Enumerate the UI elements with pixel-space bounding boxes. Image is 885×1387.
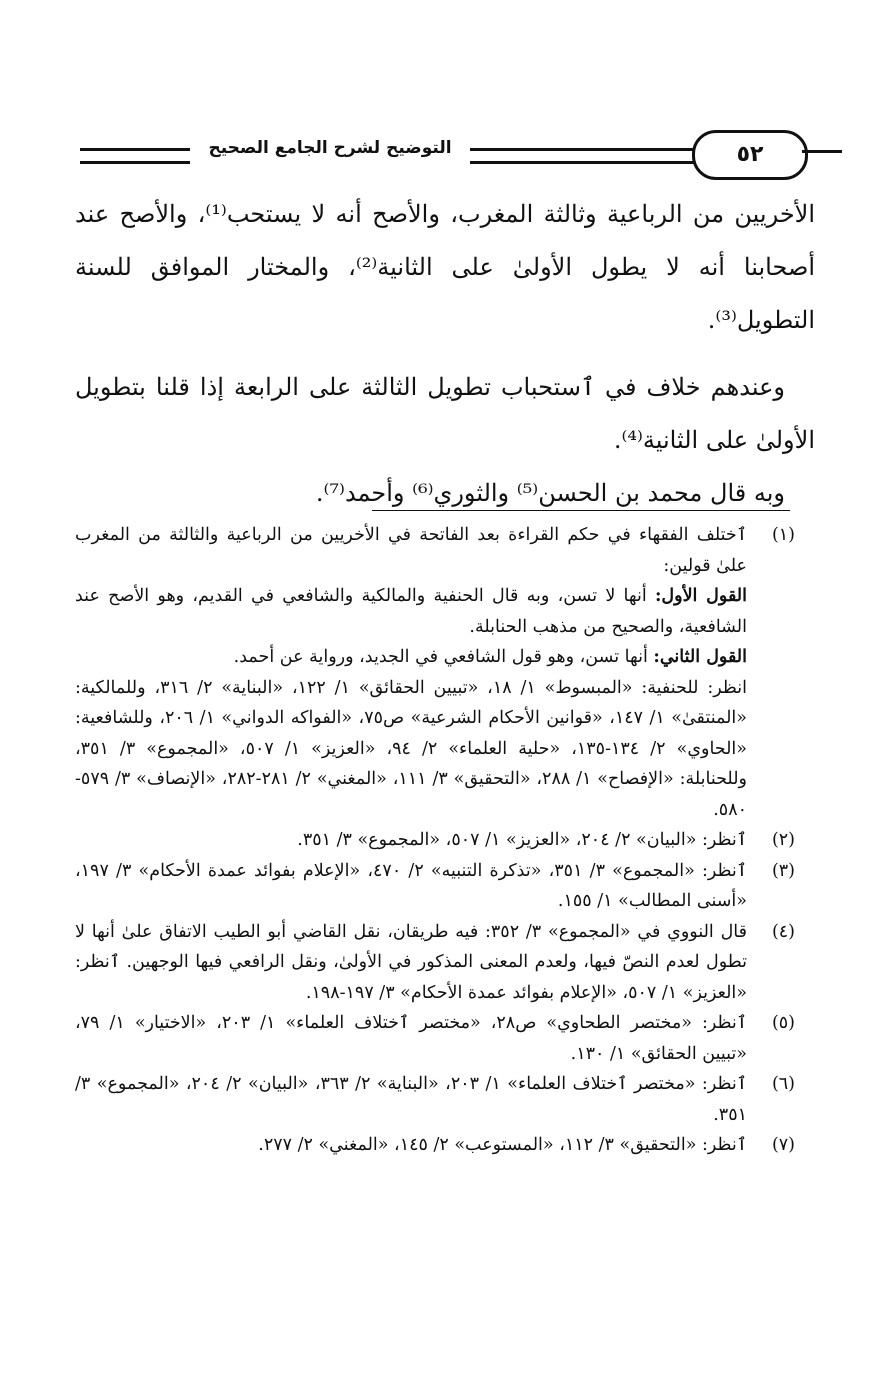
footnote-2 [75,825,795,856]
footnote-number: (٣) [771,860,795,881]
footnote-1 [75,520,795,825]
footnote-4 [75,917,795,1009]
footnote-number: (٦) [771,1074,795,1094]
footnote-7 [75,1130,795,1161]
footnote-text: أنها تسن، وهو قول الشافعي في الجديد، ورواية عن أحمد. [233,647,654,667]
footnote-3 [75,856,795,917]
page-number: ٥٢ [692,130,808,180]
footnote-text: ٱنظر: «المجموع» ٣/ ٣٥١، «تذكرة التنبيه» ٢/ ٤٧٠، «الإعلام بفوائد عمدة الأحكام» ٣/ ١٩٧، «أسنى المطالب» ١/ ١٥٥. [75,860,747,911]
footnote-text: ٱنظر: «مختصر الطحاوي» ص٢٨، «مختصر ٱختلاف العلماء» ١/ ٢٠٣، «الاختيار» ١/ ٧٩، «تبيين الحقائق» ١/ ١٣٠. [75,1013,747,1064]
footnote-text: ٱنظر: «مختصر ٱختلاف العلماء» ١/ ٢٠٣، «البناية» ٢/ ٣٦٣، «البيان» ٢/ ٢٠٤، «المجموع» ٣/ ٣٥١. [75,1074,747,1125]
paragraph: وعندهم خلاف في ٱستحباب تطويل الثالثة على الرابعة إذا قلنا بتطويل الأولىٰ على الثانية⁽⁴⁾. [75,373,815,454]
footnote-label: القول الأول: [654,586,747,606]
footnote-text [75,581,747,642]
footnotes [75,520,795,1161]
running-title: التوضيح لشرح الجامع الصحيح [208,138,452,158]
header-ornament-left [80,148,190,164]
footnote-number: (٤) [771,921,795,942]
footnote-6 [75,1069,795,1130]
footnote-text: قال النووي في «المجموع» ٣/ ٣٥٢: فيه طريقان، نقل القاضي أبو الطيب الاتفاق علىٰ أنها لا تطول لعدم النصّ فيها، ولعدم المعنى المذكور في الأولىٰ، ونقل الرافعي فيها الوجهين. ٱنظر: «العزيز» ١/ ٥٠٧، «الإعلام بفوائد عمدة الأحكام» ٣/ ١٩٧-١٩٨. [75,921,747,1003]
footnote-label: القول الثاني: [653,647,747,667]
footnote-text: انظر: للحنفية: «المبسوط» ١/ ١٨، «تبيين الحقائق» ١/ ١٢٢، «البناية» ٢/ ٣١٦، وللمالكية: «المنتقىٰ» ١/ ١٤٧، «قوانين الأحكام الشرعية» ص٧٥، «الفواكه الدواني» ١/ ٢٠٦، وللشافعية: «الحاوي» ٢/ ١٣٤-١٣٥، «حلية العلماء» ٢/ ٩٤، «العزيز» ١/ ٥٠٧، «المجموع» ٣/ ٣٥١، وللحنابلة: «الإفصاح» ١/ ٢٨٨، «التحقيق» ٣/ ١١١، «المغني» ٢/ ٢٨١-٢٨٢، «الإنصاف» ٣/ ٥٧٩- ٥٨٠. [75,677,748,820]
footnote-text: ٱنظر: «التحقيق» ٣/ ١١٢، «المستوعب» ٢/ ١٤٥، «المغني» ٢/ ٢٧٧. [258,1135,747,1155]
footnote-number: (٥) [771,1013,795,1033]
footnote-text [75,642,747,673]
footnote-text: ٱنظر: «البيان» ٢/ ٢٠٤، «العزيز» ١/ ٥٠٧، «المجموع» ٣/ ٣٥١. [297,830,747,850]
footnote-text: ٱختلف الفقهاء في حكم القراءة بعد الفاتحة في الأخريين من الرباعية والثالثة من المغرب علىٰ قولين: [75,525,747,576]
footnote-text: أنها لا تسن، وبه قال الحنفية والمالكية والشافعي في القديم، وهو الأصح عند الشافعية، والصحيح من مذهب الحنابلة. [75,586,747,637]
page-header [60,128,820,178]
footnote-number: (١) [771,525,795,545]
footnote-number: (٢) [771,830,795,850]
header-ornament-tail [802,150,842,159]
footnote-5 [75,1008,795,1069]
paragraph: وبه قال محمد بن الحسن⁽⁵⁾ والثوري⁽⁶⁾ وأحمد⁽⁷⁾. [315,479,785,507]
paragraph: الأخريين من الرباعية وثالثة المغرب، والأصح أنه لا يستحب⁽¹⁾، والأصح عند أصحابنا أنه لا يطول الأولىٰ على الثانية⁽²⁾، والمختار الموافق للسنة التطويل⁽³⁾. [75,200,816,334]
footnote-number: (٧) [771,1135,795,1155]
footnote-separator [372,510,790,511]
main-text [75,188,815,520]
